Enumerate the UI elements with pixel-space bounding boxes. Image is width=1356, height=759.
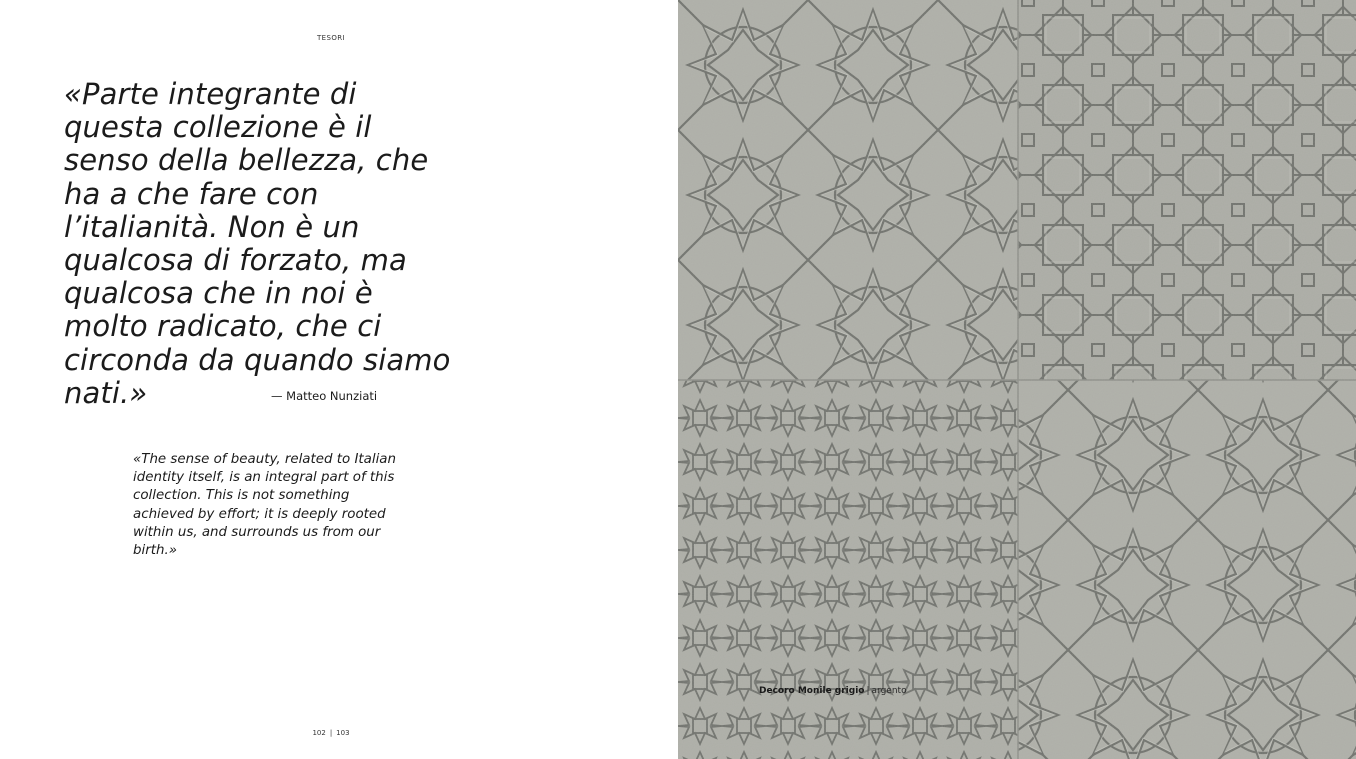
page-numbers [0,729,662,737]
decor-tile-image [678,0,1356,759]
english-quote: «The sense of beauty, related to Italian identity itself, is an integral part of this collection. This is not something achieved by effort; it is deeply rooted within us, and surrounds us from our birth.» [133,452,396,559]
caption-finish: argento [871,686,907,696]
page-number-left: 102 [312,729,326,737]
running-head: TESORI [317,34,345,42]
tile-photo [678,0,1356,759]
caption-product: Decoro Monile grigio [759,686,865,696]
page-number-separator: | [329,729,333,737]
italian-quote: «Parte integrante di questa collezione è il senso della bellezza, che ha a che fare con l’italianità. Non è un qualcosa di forzato, ma qualcosa che in noi è molto radicato, che ci circonda da quando siamo nati.» [64,77,451,410]
page-number-right: 103 [336,729,350,737]
image-caption [759,686,907,696]
quote-author: — Matteo Nunziati [271,389,378,403]
caption-separator: | [866,686,870,696]
